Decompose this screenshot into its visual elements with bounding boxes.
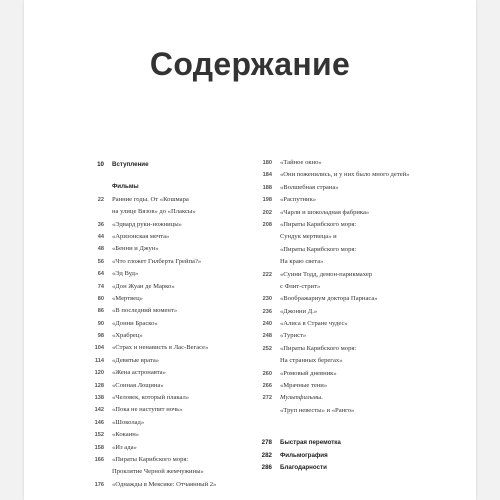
toc-page-number: 90 (97, 320, 104, 327)
toc-entry (256, 306, 456, 318)
toc-page-number: 22 (97, 196, 104, 203)
toc-entry-title: «Шоколад» (112, 418, 145, 426)
toc-entry-title: «Донни Браско» (112, 319, 158, 327)
toc-entry (88, 404, 268, 416)
toc-column-right (256, 157, 456, 474)
toc-page-number: 64 (97, 271, 104, 278)
toc-entry (256, 462, 456, 474)
toc-entry (256, 157, 456, 169)
toc-page-number: 142 (94, 407, 104, 414)
toc-entry-title: «Эд Вуд» (112, 270, 139, 278)
toc-page-number: 188 (262, 184, 272, 191)
toc-entry-title: «Девятые врата» (112, 356, 160, 364)
toc-entry (88, 219, 268, 231)
toc-entry (256, 368, 456, 380)
toc-entry-title: «Пираты Карибского моря: (280, 245, 357, 253)
toc-entry (256, 330, 456, 342)
toc-page-number: 240 (262, 321, 272, 328)
toc-entry (88, 206, 268, 218)
toc-entry-title: Быстрая перемотка (280, 439, 341, 447)
toc-page-number: 138 (94, 395, 104, 402)
toc-entry (88, 342, 268, 354)
toc-entry (88, 243, 268, 255)
toc-entry-title: «Человек, который плакал» (112, 394, 190, 402)
toc-entry (256, 380, 456, 392)
toc-entry-title: «Эдвард руки-ножницы» (112, 220, 182, 228)
toc-entry (88, 268, 268, 280)
toc-entry-title: «Алиса в Стране чудес» (280, 320, 348, 328)
toc-page-number: 198 (262, 197, 272, 204)
toc-page-number: 272 (262, 395, 272, 402)
toc-entry (256, 256, 456, 268)
toc-entry (88, 181, 268, 193)
toc-entry-title: «В последний момент» (112, 307, 178, 315)
toc-entry (88, 417, 268, 429)
toc-entry-title: «Храбрец» (112, 332, 143, 340)
toc-page-number: 260 (262, 370, 272, 377)
toc-entry (88, 159, 268, 171)
toc-page-number: 56 (97, 258, 104, 265)
toc-entry-title: «Джонни Д.» (280, 307, 318, 315)
toc-page-number: 180 (262, 160, 272, 166)
toc-entry (256, 231, 456, 243)
toc-spacer (256, 427, 456, 437)
toc-entry-title: «Пираты Карибского моря: (280, 344, 357, 352)
toc-entry-title: «Дон Жуан де Марко» (112, 282, 175, 290)
toc-entry-title: «Чарли и шоколадная фабрика» (280, 208, 370, 216)
book-page (24, 0, 476, 500)
toc-entry-title: «Турист» (280, 332, 307, 340)
toc-entry (256, 182, 456, 194)
toc-entry-title: «Жена астронавта» (112, 369, 166, 377)
toc-page-number: 236 (262, 308, 272, 315)
toc-entry-title: Благодарности (280, 463, 327, 471)
toc-entry (88, 194, 268, 206)
toc-entry-title: Мультфильмы. (280, 394, 323, 402)
toc-entry-title: «Пираты Карибского моря: (112, 455, 189, 463)
toc-entry (88, 256, 268, 268)
page-title: Содержание (149, 46, 351, 82)
toc-entry-title: «Из ада» (112, 443, 137, 451)
toc-entry (256, 281, 456, 293)
toc-entry (88, 231, 268, 243)
toc-entry-title: «Тайное окно» (280, 159, 322, 166)
toc-entry (88, 392, 268, 404)
toc-entry (88, 479, 268, 491)
toc-entry (88, 466, 268, 478)
toc-page-number: 282 (261, 451, 272, 459)
toc-page-number: 222 (262, 271, 272, 278)
toc-spacer (256, 417, 456, 427)
toc-entry (88, 355, 268, 367)
toc-entry-title: «Пираты Карибского моря: (280, 220, 357, 228)
toc-entry-title: «Бенни и Джун» (112, 245, 159, 253)
toc-entry (88, 380, 268, 392)
toc-entry-title: «Труп невесты» и «Ранго» (280, 406, 355, 414)
toc-entry (88, 442, 268, 454)
toc-entry (256, 355, 456, 367)
toc-entry (88, 293, 268, 305)
toc-page-number: 208 (262, 221, 272, 228)
toc-entry-title: «Аризонская мечта» (112, 232, 170, 240)
toc-entry-title: Сундук мертвеца» и (280, 233, 337, 241)
toc-entry-title: «Воображариум доктора Парнаса» (280, 295, 378, 303)
toc-entry-title: «Кокаин» (112, 431, 140, 439)
toc-page-number: 10 (97, 161, 104, 168)
toc-entry-title: «Они поженились, и у них было много детей» (280, 171, 410, 179)
toc-entry-title: «Пока не наступит ночь» (112, 406, 183, 414)
toc-page-number: 248 (262, 333, 272, 340)
toc-page-number: 36 (97, 221, 104, 228)
toc-column-left (88, 159, 268, 491)
toc-entry (256, 437, 456, 449)
toc-page-number: 128 (94, 382, 104, 389)
toc-page-number: 230 (262, 296, 272, 303)
toc-entry (256, 343, 456, 355)
toc-entry (256, 269, 456, 281)
toc-page-number: 86 (97, 308, 104, 315)
toc-entry-title: «Что гложет Гилберта Грейпа?» (112, 257, 202, 265)
toc-entry-title: «Мрачные тени» (280, 382, 328, 390)
toc-spacer (88, 171, 268, 181)
toc-entry (88, 281, 268, 293)
toc-page-number: 80 (97, 295, 104, 302)
toc-entry (256, 244, 456, 256)
toc-entry-title: «Суини Тодд, демон-парикмахер (280, 270, 373, 278)
toc-page-number: 152 (94, 432, 104, 439)
toc-page-number: 286 (261, 463, 272, 471)
toc-entry-title: на улице Вязов» до «Плаксы» (112, 208, 196, 216)
toc-entry-title: Фильмография (280, 451, 328, 459)
toc-entry (88, 305, 268, 317)
toc-page-number: 158 (94, 444, 104, 451)
toc-entry-title: «Волшебная страна» (280, 183, 339, 191)
toc-entry-title: «Ромовый дневник» (280, 369, 337, 377)
toc-entry (88, 330, 268, 342)
toc-page-number: 176 (94, 481, 104, 488)
toc-page-number: 104 (94, 345, 104, 352)
toc-page-number: 146 (94, 419, 104, 426)
toc-entry (88, 318, 268, 330)
toc-entry-title: с Флит-стрит» (280, 282, 321, 290)
toc-page-number: 48 (97, 246, 104, 253)
toc-entry-title: «Сонная Лощина» (112, 381, 164, 389)
toc-entry (256, 450, 456, 462)
toc-entry (256, 219, 456, 231)
toc-page-number: 166 (94, 456, 104, 463)
toc-page-number: 184 (262, 172, 272, 179)
toc-entry-title: Ранние годы. От «Кошмара (112, 195, 189, 203)
toc-entry (88, 367, 268, 379)
toc-entry-title: «Мертвец» (112, 294, 143, 302)
toc-entry (256, 293, 456, 305)
toc-entry (256, 169, 456, 181)
toc-page-number: 278 (261, 439, 272, 447)
toc-entry-title: Фильмы (112, 183, 139, 191)
toc-entry-title: «Страх и ненависть в Лас-Вегасе» (112, 344, 209, 352)
toc-entry-title: Проклятие Черной жемчужины» (112, 468, 204, 476)
toc-page-number: 98 (97, 333, 104, 340)
toc-entry (256, 194, 456, 206)
toc-entry-title: На краю света» (280, 258, 324, 266)
toc-entry-title: «Однажды в Мексике: Отчаянный 2» (112, 480, 217, 488)
toc-entry (88, 454, 268, 466)
toc-page-number: 120 (94, 370, 104, 377)
toc-entry-title: Вступление (112, 161, 149, 168)
toc-entry-title: «Распутник» (280, 196, 317, 204)
toc-page-number: 114 (94, 357, 104, 364)
toc-entry (256, 318, 456, 330)
toc-page-number: 74 (97, 283, 104, 290)
toc-page-number: 252 (262, 345, 272, 352)
toc-page-number: 266 (262, 383, 272, 390)
toc-entry (256, 207, 456, 219)
toc-entry (256, 405, 456, 417)
toc-entry-title: На странных берегах» (280, 357, 343, 365)
toc-entry (88, 429, 268, 441)
toc-page-number: 44 (97, 233, 104, 240)
toc-page-number: 202 (262, 209, 272, 216)
toc-entry (256, 392, 456, 404)
